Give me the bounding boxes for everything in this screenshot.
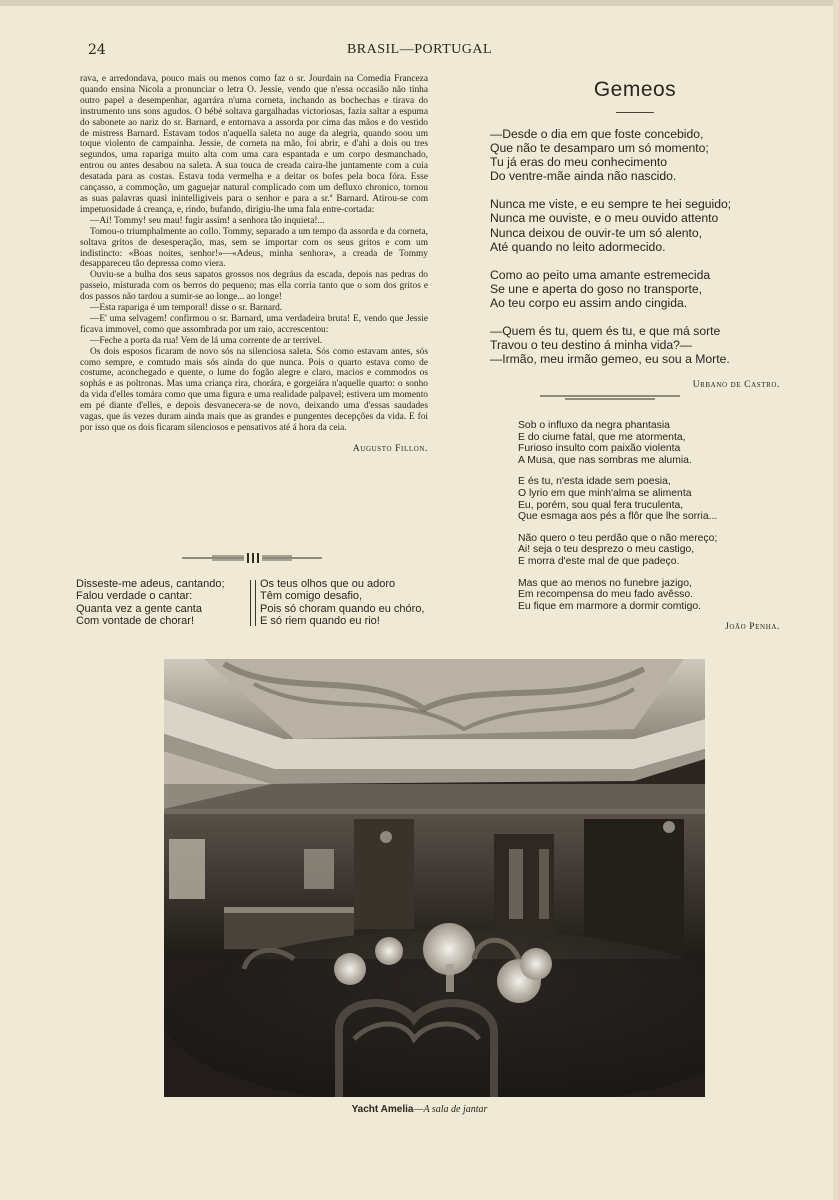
photo-illustration: [164, 659, 705, 1097]
verse-line: Em recompensa do meu fado avêsso.: [518, 589, 694, 601]
verse-line: —Quem és tu, quem és tu, e que má sorte: [490, 324, 721, 339]
poem-stanza: [518, 578, 780, 613]
story-paragraph: Tomou-o triumphalmente ao collo. Tommy, separado a um tempo da assorda e da corneta, soltava gritos de desesperação, mas, sem se importar com os seus gritos e com um indistincto: «Boas noites, senhor!»—«Adeus, minha senhora», a creada de Tommy desappareceu tão depressa como viera.: [80, 226, 428, 270]
page-header: [0, 42, 839, 62]
poem-stanza: [518, 533, 780, 568]
ornamental-separator: [182, 553, 322, 563]
poem-stanza: [490, 127, 780, 183]
verse-line: Falou verdade o cantar:: [76, 590, 193, 603]
verse-line: E do ciume fatal, que me atormenta,: [518, 431, 686, 443]
verse-line: Não quero o teu perdão que o não mereço;: [518, 532, 718, 544]
title-rule: [616, 112, 654, 113]
verse-line: Sob o influxo da negra phantasia: [518, 420, 670, 431]
verse-line: —Irmão, meu irmão gemeo, eu sou a Morte.: [490, 352, 730, 367]
story-paragraph: rava, e arredondava, pouco mais ou menos como faz o sr. Jourdain na Comedia Franceza quando ensina Nicola a pronunciar o letra O. Jessie, vendo que n'essa occasião não tinha outro papel a desempenhar, agarrára n'uma corneta, inchando as bochechas e tirava do instrumento uns sons agudos. O bébé soltava gargalhadas victoriosas, fazia saltar a espuma do sabonete ao nariz do sr. Barnard, e entornava a assorda por cima das mãos e do vestido de mistress Barnard. Estavam todos n'aquella saleta no auge da alegria, quando soou um toque violento de campainha. Jessie, de corneta na mão, foi abrir, e d'ahi a dois ou tres segundos, uma rapariga muito alta com uma cara espantada e um corpo desmanchado, entrou ou antes desabou na saleta. A sua touca de creada caira-lhe juntamente com a cuia desatada para as costas. Estava toda vermelha e a deitar os bofes pela boca fóra. Esse cançasso, a commoção, um gaguejar natural complicado com um defluxo chronico, tornou as suas palavras quasi inintelligiveis para o senhor e para a sr.ª Barnard. Atirou-se com impetuosidade á creança, e, rindo, bufando, dirigiu-lhe uma fala entre-cortada:: [80, 74, 428, 215]
verse-line: Quanta vez a gente canta: [76, 602, 202, 615]
verse-line: O lyrio em que minh'alma se alimenta: [518, 487, 692, 499]
poem-signature: Urbano de Castro.: [692, 380, 780, 391]
verse-line: E só riem quando eu rio!: [260, 615, 380, 628]
poem-stanza: [518, 420, 780, 466]
verse-line: Disseste-me adeus, cantando;: [76, 578, 225, 590]
page-number: 24: [88, 42, 106, 58]
verse-line: Que não te desamparo um só momento;: [490, 141, 709, 156]
caption-subtitle: A sala de jantar: [423, 1104, 488, 1115]
verse-line: Eu fique em marmore a dormir comtigo.: [518, 600, 702, 612]
poem-stanza: [518, 476, 780, 522]
verse-line: Nunca me ouviste, e o meu ouvido attento: [490, 211, 719, 226]
running-title: BRASIL—PORTUGAL: [346, 42, 493, 57]
story-paragraph: —Esta rapariga é um temporal! disse o sr. Barnard.: [90, 303, 283, 314]
poem-stanza: [490, 268, 780, 310]
verse-line: Os teus olhos que ou adoro: [260, 578, 396, 590]
page-right-edge: [833, 0, 839, 1200]
caption-title: Yacht Amelia: [351, 1104, 414, 1115]
verse-line: Mas que ao menos no funebre jazigo,: [518, 577, 692, 589]
caption-dash: —: [413, 1104, 424, 1115]
poem-stanza: [490, 324, 780, 366]
story-paragraph: —Ai! Tommy! seu mau! fugir assim! a senhora tão inquieta!...: [90, 215, 325, 226]
verse-line: E morra d'este mal de que padeço.: [518, 555, 680, 567]
story-paragraph: Ouviu-se a bulha dos seus sapatos grossos nos degráus da escada, depois nas pedras do passeio, misturada com os berros do pequeno; mas ella corria tanto que o som dos gritos e dos passos não tardou a sumir-se ao longe... ao longe!: [80, 270, 428, 303]
dining-room-photo: [164, 659, 705, 1097]
verse-line: Ai! seja o teu desprezo o meu castigo,: [518, 544, 695, 556]
gemeos-poem: [490, 74, 780, 390]
photo-caption: [0, 1104, 839, 1115]
verse-line: Com vontade de chorar!: [76, 615, 195, 628]
short-poem-left-stanza: [76, 578, 248, 628]
verse-line: Se une e aperta do goso no transporte,: [490, 281, 703, 296]
verse-line: Do ventre-mãe ainda não nascido.: [490, 169, 677, 184]
poem-title: Gemeos: [593, 78, 677, 101]
story-column: [80, 74, 428, 454]
verse-line: E és tu, n'esta idade sem poesia,: [518, 476, 671, 488]
verse-line: Como ao peito uma amante estremecida: [490, 267, 711, 282]
verse-line: Pois só choram quando eu chóro,: [260, 602, 425, 615]
verse-line: Que esmaga aos pés a flôr que lhe sorria...: [518, 511, 718, 523]
story-text: [80, 74, 428, 434]
verse-line: Nunca me viste, e eu sempre te hei seguido;: [490, 197, 732, 212]
double-rule-divider: [250, 580, 256, 626]
verse-line: Até quando no leito adormecido.: [490, 239, 666, 254]
verse-line: Tu já eras do meu conhecimento: [490, 155, 668, 170]
verse-line: Ao teu corpo eu assim ando cingida.: [490, 295, 688, 310]
page-top-edge: [0, 0, 839, 6]
short-poem-right-stanza: [260, 578, 432, 628]
story-signature: Augusto Fillon.: [352, 443, 428, 454]
verse-line: Travou o teu destino á minha vida?—: [490, 338, 693, 353]
ornamental-separator: [540, 392, 680, 402]
sonnet-poem: [518, 420, 780, 634]
verse-line: A Musa, que nas sombras me alumia.: [518, 454, 692, 466]
poem-signature: João Penha.: [725, 622, 780, 633]
verse-line: —Desde o dia em que foste concebido,: [490, 127, 704, 141]
verse-line: Nunca deixou de ouvir-te um só alento,: [490, 225, 703, 240]
verse-line: Eu, porém, sou qual fera truculenta,: [518, 499, 684, 511]
verse-line: Têm comigo desafio,: [260, 590, 363, 603]
story-paragraph: —E' uma selvagem! confirmou o sr. Barnard, uma verdadeira bruta! E, vendo que Jessie ficava immovel, como que assombrada por um raio, accrescentou:: [80, 313, 428, 335]
poem-stanza: [490, 197, 780, 253]
story-paragraph: —Feche a porta da rua! Vem de lá uma corrente de ar terrivel.: [90, 335, 323, 346]
verse-line: Furioso insulto com paixão violenta: [518, 443, 681, 455]
story-paragraph: Os dois esposos ficaram de novo sós na silenciosa saleta. Sós como estavam antes, sós como sempre, e comtudo mais sós ainda do que nunca. Pois o quarto estava como de costume, aconchegado e quente, o lume do fogão alegre e claro, macios e commodos os sophás e as poltronas. Mas uma criança rira, chorára, e gorgeiára n'aquelle quarto: o sonho da vida d'elles tomára como que uma figura e uma realidade palpavel; estivera um momento em pé diante d'elles, e depois desvanecera-se de novo, deixando uma d'essas saudades vagas, que ás vezes duram ainda mais que as grandes e pungentes decepções da vida. E foi por isso que os dois ficaram silenciosos e pensativos até á hora da ceia.: [80, 346, 428, 433]
